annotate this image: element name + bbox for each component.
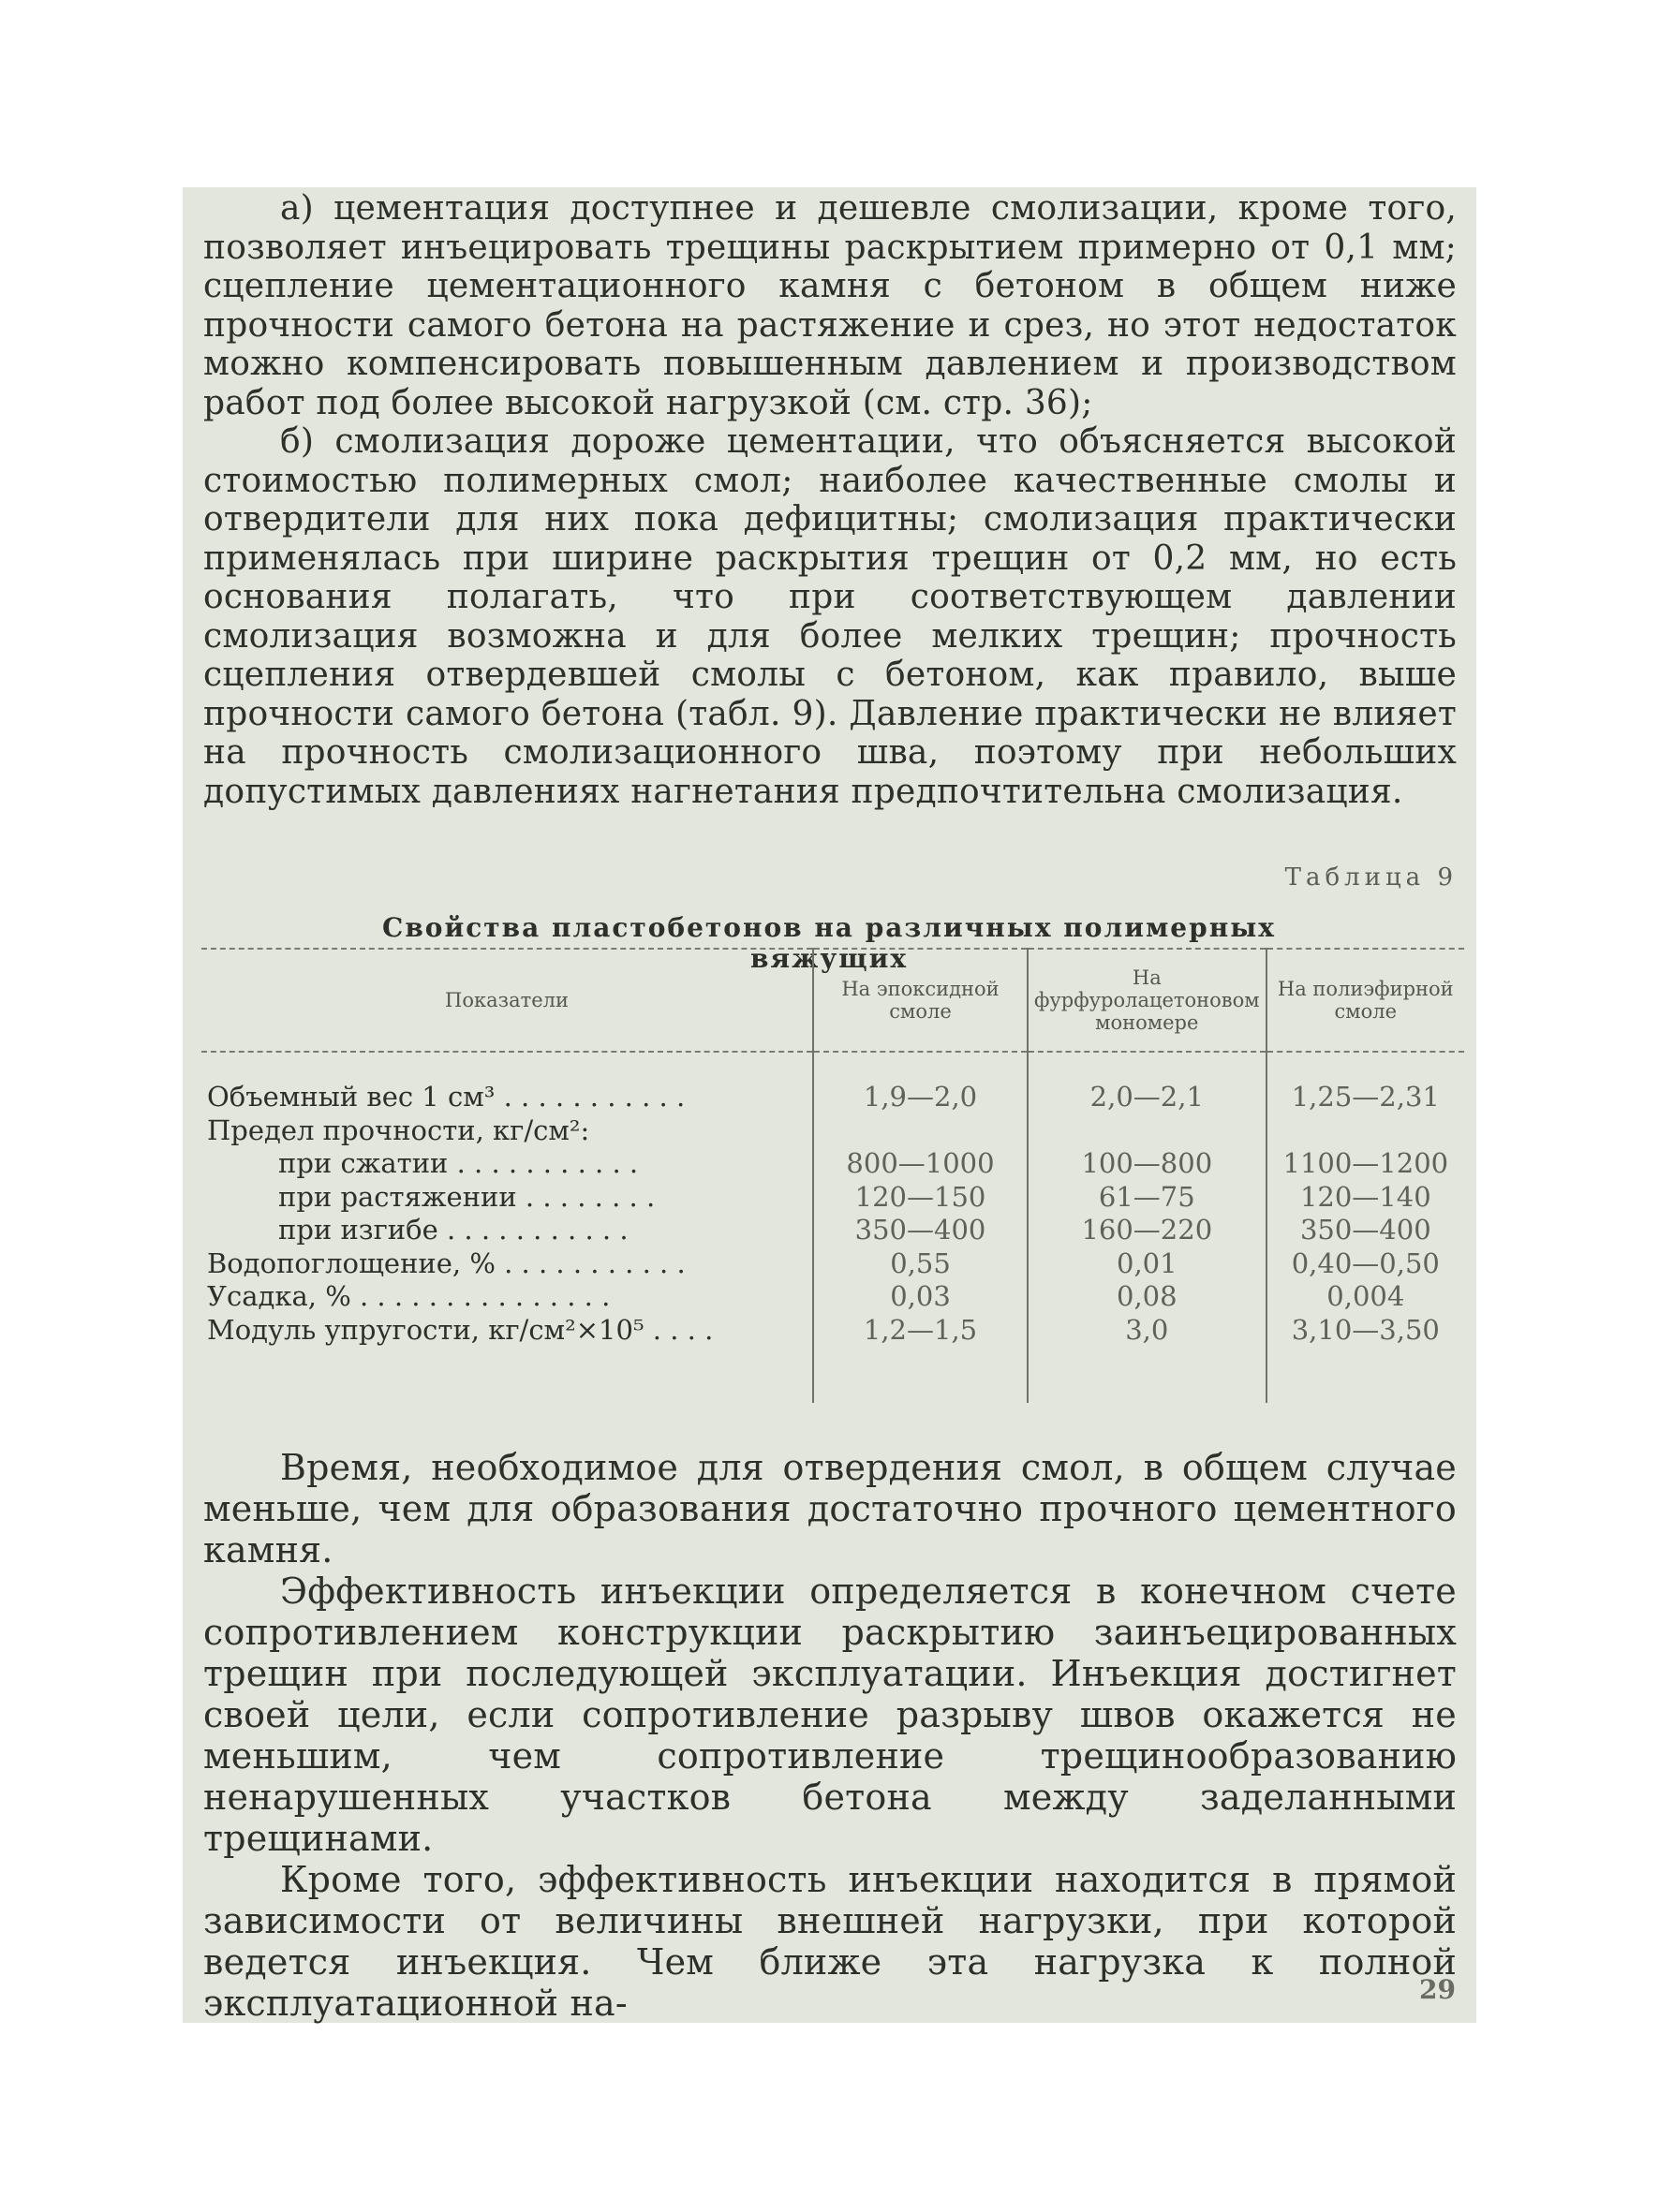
polyester-value: 120—140 [1266, 1181, 1464, 1215]
polyester-value: 1,25—2,31 [1266, 1081, 1464, 1114]
polyester-value: 1100—1200 [1266, 1147, 1464, 1181]
row-label: Предел прочности, кг/см²: [207, 1113, 590, 1146]
row-label: Модуль упругости, кг/см²×10⁵ . . . . [207, 1313, 714, 1346]
table-title: Свойства пластобетонов на различных полимерных вяжущих [382, 912, 1276, 974]
header-cell: На эпоксидной смоле [813, 949, 1028, 1052]
page-number: 29 [1419, 1974, 1456, 2005]
paragraph: а) цементация доступнее и дешевле смолизации, кроме того, позволяет инъецировать трещины раскрытием примерно от 0,1 мм; сцепление цементационного камня с бетоном в общем ниже прочности самого бетона на растяжение и срез, но этот недостаток можно компенсировать повышенным давлением и производством работ под более высокой нагрузкой (см. стр. 36); [203, 189, 1457, 422]
polyester-value [1266, 1114, 1464, 1148]
polyester-value: 3,10—3,50 [1266, 1314, 1464, 1348]
table-label: Таблица 9 [1284, 863, 1458, 892]
furfurol-value: 2,0—2,1 [1028, 1081, 1266, 1114]
epoxy-value: 800—1000 [813, 1147, 1028, 1181]
row-label: при растяжении . . . . . . . . [278, 1180, 656, 1213]
book-page [183, 187, 1476, 2023]
table-row [201, 1280, 1464, 1314]
header-cell: На фурфуролацетоновом мономере [1028, 949, 1266, 1052]
furfurol-value: 100—800 [1028, 1147, 1266, 1181]
epoxy-value: 1,2—1,5 [813, 1314, 1028, 1348]
polyester-value: 0,40—0,50 [1266, 1247, 1464, 1281]
row-label: Объемный вес 1 см³ . . . . . . . . . . . [207, 1081, 686, 1113]
spacer-row [201, 1052, 1464, 1081]
polyester-value: 0,004 [1266, 1280, 1464, 1314]
epoxy-value [813, 1114, 1028, 1148]
table-row [201, 1214, 1464, 1247]
row-label: при изгибе . . . . . . . . . . . [278, 1214, 629, 1246]
polyester-value: 350—400 [1266, 1214, 1464, 1247]
header-cell: Показатели [201, 949, 813, 1052]
header-cell: На полиэфирной смоле [1266, 949, 1464, 1052]
furfurol-value: 3,0 [1028, 1314, 1266, 1348]
epoxy-value: 0,03 [813, 1280, 1028, 1314]
row-label: при сжатии . . . . . . . . . . . [278, 1147, 639, 1179]
text-block-top [203, 189, 1457, 811]
row-label: Водопоглощение, % . . . . . . . . . . . [207, 1246, 686, 1279]
paragraph: Кроме того, эффективность инъекции находится в прямой зависимости от величины внешней нагрузки, при которой ведется инъекция. Чем ближе эта нагрузка к полной эксплуатационной на- [203, 1859, 1457, 2024]
spacer-row [201, 1347, 1464, 1403]
furfurol-value: 160—220 [1028, 1214, 1266, 1247]
furfurol-value [1028, 1114, 1266, 1148]
properties-table [201, 948, 1464, 1403]
text-block-bottom [203, 1447, 1457, 2024]
row-label: Усадка, % . . . . . . . . . . . . . . . [207, 1280, 611, 1312]
furfurol-value: 0,08 [1028, 1280, 1266, 1314]
table-row [201, 1081, 1464, 1114]
epoxy-value: 1,9—2,0 [813, 1081, 1028, 1114]
table-row [201, 1147, 1464, 1181]
furfurol-value: 61—75 [1028, 1181, 1266, 1215]
epoxy-value: 0,55 [813, 1247, 1028, 1281]
paragraph: Эффективность инъекции определяется в конечном счете сопротивлением конструкции раскрытию заинъецированных трещин при последующей эксплуатации. Инъекция достигнет своей цели, если сопротивление разрыву швов окажется не меньшим, чем сопротивление трещинообразованию ненарушенных участков бетона между заделанными трещинами. [203, 1571, 1457, 1859]
epoxy-value: 350—400 [813, 1214, 1028, 1247]
table-row [201, 1181, 1464, 1215]
paragraph: б) смолизация дороже цементации, что объясняется высокой стоимостью полимерных смол; наиболее качественные смолы и отвердители для них пока дефицитны; смолизация практически применялась при ширине раскрытия трещин от 0,2 мм, но есть основания полагать, что при соответствующем давлении смолизация возможна и для более мелких трещин; прочность сцепления отвердевшей смолы с бетоном, как правило, выше прочности самого бетона (табл. 9). Давление практически не влияет на прочность смолизационного шва, поэтому при небольших допустимых давлениях нагнетания предпочтительна смолизация. [203, 422, 1457, 811]
table-row [201, 1247, 1464, 1281]
paragraph: Время, необходимое для отвердения смол, в общем случае меньше, чем для образования достаточно прочного цементного камня. [203, 1447, 1457, 1571]
table-row [201, 1314, 1464, 1348]
epoxy-value: 120—150 [813, 1181, 1028, 1215]
furfurol-value: 0,01 [1028, 1247, 1266, 1281]
table-row [201, 1114, 1464, 1148]
table-header-row [201, 949, 1464, 1052]
